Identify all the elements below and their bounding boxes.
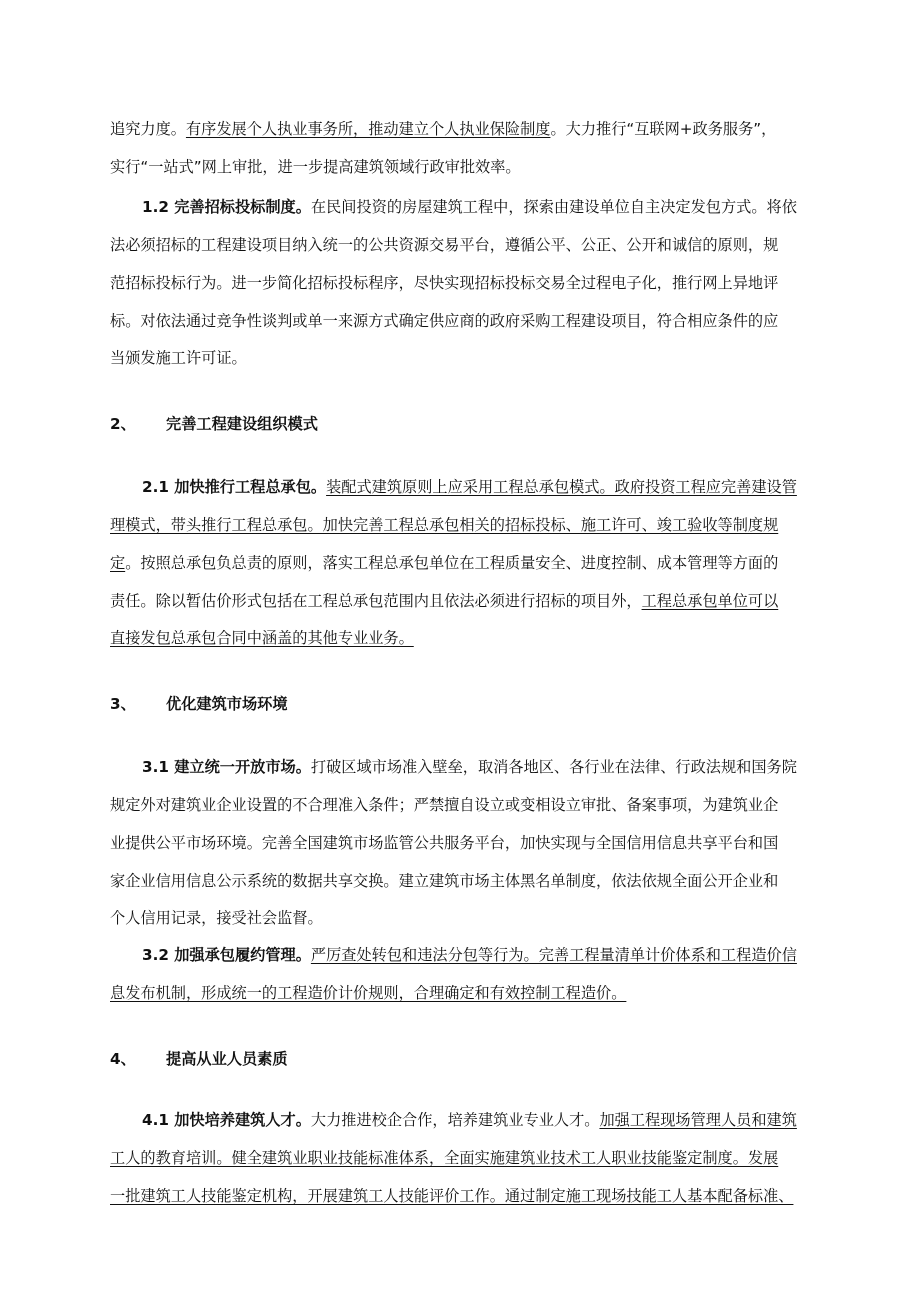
heading-number: 4、	[110, 1050, 136, 1068]
paragraph-line	[110, 118, 776, 140]
paragraph-line	[110, 552, 778, 574]
paragraph-line	[110, 272, 778, 294]
paragraph-line	[110, 234, 778, 256]
text-span: 规定外对建筑业企业设置的不合理准入条件；严禁擅自设立或变相设立审批、备案事项，为建筑业企	[110, 796, 779, 814]
paragraph-line	[110, 156, 521, 178]
paragraph-line	[142, 944, 797, 966]
text-span: 实行“一站式”网上审批，进一步提高建筑领域行政审批效率。	[110, 158, 521, 176]
text-span: 大力推进校企合作，培养建筑业专业人才。	[310, 1111, 600, 1129]
underlined-text: 加强工程现场管理人员和建筑	[599, 1111, 797, 1129]
section-lead: 3.1 建立统一开放市场。	[142, 758, 311, 776]
paragraph-line	[110, 832, 778, 854]
section-lead: 2.1 加快推行工程总承包。	[142, 478, 327, 496]
text-span: 追究力度。	[110, 120, 186, 138]
paragraph-line	[110, 870, 778, 892]
text-span: 。按照总承包负总责的原则，落实工程总承包单位在工程质量安全、进度控制、成本管理等方面的	[125, 554, 779, 572]
heading-title: 优化建筑市场环境	[166, 695, 288, 713]
text-span: 。大力推行“互联网+政务服务”，	[550, 120, 777, 138]
text-span: 个人信用记录，接受社会监督。	[110, 909, 323, 927]
text-span: 标。对依法通过竞争性谈判或单一来源方式确定供应商的政府采购工程建设项目，符合相应条件的应	[110, 312, 779, 330]
underlined-text: 理模式，带头推行工程总承包。加快完善工程总承包相关的招标投标、施工许可、竣工验收等制度规	[110, 516, 779, 534]
underlined-text: 定	[110, 554, 126, 572]
text-span: 范招标投标行为。进一步简化招标投标程序，尽快实现招标投标交易全过程电子化，推行网上异地评	[110, 274, 779, 292]
text-span: 在民间投资的房屋建筑工程中，探索由建设单位自主决定发包方式。将依	[310, 198, 797, 216]
paragraph-line	[110, 794, 778, 816]
paragraph-line	[110, 1185, 793, 1207]
section-heading	[110, 693, 288, 715]
paragraph-line	[142, 476, 797, 498]
text-span: 法必须招标的工程建设项目纳入统一的公共资源交易平台，遵循公平、公正、公开和诚信的原则，规	[110, 236, 779, 254]
paragraph-line	[110, 514, 778, 536]
underlined-text: 有序发展个人执业事务所，推动建立个人执业保险制度	[185, 120, 551, 138]
heading-title: 完善工程建设组织模式	[166, 415, 318, 433]
paragraph-line	[110, 1147, 778, 1169]
underlined-text: 直接发包总承包合同中涵盖的其他专业业务。	[110, 629, 414, 647]
underlined-text: 严厉查处转包和违法分包等行为。完善工程量清单计价体系和工程造价信	[310, 946, 797, 964]
paragraph-line	[110, 310, 778, 332]
underlined-text: 一批建筑工人技能鉴定机构，开展建筑工人技能评价工作。通过制定施工现场技能工人基本配备标准、	[110, 1187, 794, 1205]
paragraph-line	[142, 756, 797, 778]
paragraph-line	[110, 627, 414, 649]
section-lead: 4.1 加快培养建筑人才。	[142, 1111, 311, 1129]
section-lead: 3.2 加强承包履约管理。	[142, 946, 311, 964]
text-span: 当颁发施工许可证。	[110, 349, 247, 367]
paragraph-line	[110, 982, 626, 1004]
underlined-text: 息发布机制，形成统一的工程造价计价规则，合理确定和有效控制工程造价。	[110, 984, 627, 1002]
text-span: 家企业信用信息公示系统的数据共享交换。建立建筑市场主体黑名单制度，依法依规全面公开企业和	[110, 872, 779, 890]
heading-number: 2、	[110, 415, 136, 433]
paragraph-line	[110, 907, 323, 929]
paragraph-line	[110, 590, 778, 612]
section-heading	[110, 1048, 288, 1070]
paragraph-line	[142, 196, 797, 218]
paragraph-line	[142, 1109, 797, 1131]
underlined-text: 工程总承包单位可以	[641, 592, 779, 610]
heading-title: 提高从业人员素质	[166, 1050, 288, 1068]
text-span: 打破区域市场准入壁垒，取消各地区、各行业在法律、行政法规和国务院	[310, 758, 797, 776]
section-lead: 1.2 完善招标投标制度。	[142, 198, 311, 216]
text-span: 业提供公平市场环境。完善全国建筑市场监管公共服务平台，加快实现与全国信用信息共享平台和国	[110, 834, 779, 852]
underlined-text: 装配式建筑原则上应采用工程总承包模式。政府投资工程应完善建设管	[326, 478, 797, 496]
section-heading	[110, 413, 318, 435]
paragraph-line	[110, 347, 247, 369]
text-span: 责任。除以暂估价形式包括在工程总承包范围内且依法必须进行招标的项目外，	[110, 592, 642, 610]
heading-number: 3、	[110, 695, 136, 713]
underlined-text: 工人的教育培训。健全建筑业职业技能标准体系，全面实施建筑业技术工人职业技能鉴定制度。发展	[110, 1149, 779, 1167]
